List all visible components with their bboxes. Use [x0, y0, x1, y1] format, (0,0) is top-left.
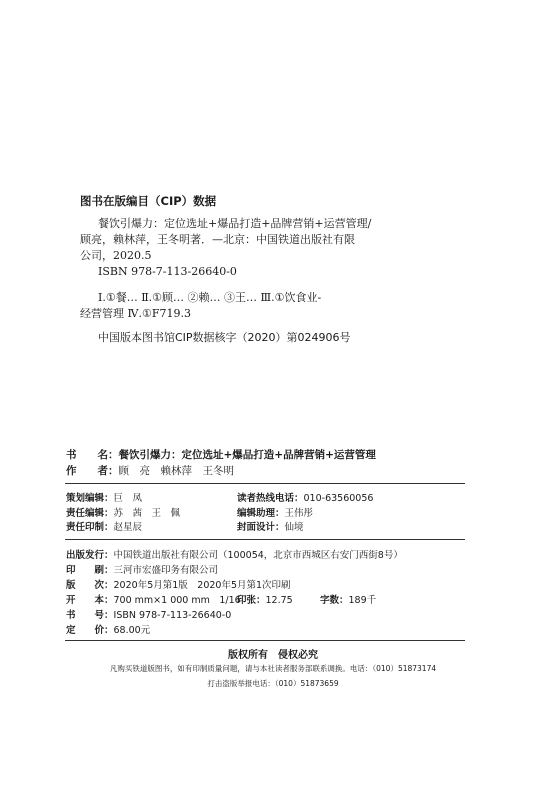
- printing-supervisor-value: 赵星辰: [113, 522, 143, 533]
- printer-row: [66, 562, 218, 576]
- editor-assistant-label: 编辑助理：: [237, 508, 285, 519]
- hotline-value: 010-63560056: [303, 493, 374, 504]
- book-title-label: 书 名：: [66, 449, 119, 461]
- hotline-row: [237, 490, 373, 504]
- sheets-label: 印张：: [237, 595, 266, 606]
- cip-record-number: 中国版本图书馆CIP数据核字（2020）第024906号: [98, 331, 351, 344]
- edition-label: 版 次：: [66, 580, 114, 591]
- printing-supervisor-row: [66, 519, 142, 533]
- author-value: 顾 亮 赖林萍 王冬明: [118, 465, 234, 477]
- rights-reserved: 版权所有 侵权必究: [228, 650, 318, 661]
- hotline-label: 读者热线电话：: [237, 493, 304, 504]
- author-label: 作 者：: [66, 465, 119, 477]
- responsible-editor-row: [66, 505, 180, 519]
- responsible-editor-value: 苏 茜 王 佩: [113, 508, 181, 519]
- editor-assistant-value: 王伟彤: [284, 508, 314, 519]
- quality-notice: 凡购买铁道版图书，如有印制质量问题，请与本社读者服务部联系调换。电话：（010）51873174: [109, 664, 437, 673]
- book-title-row: [66, 447, 376, 462]
- printing-supervisor-label: 责任印制：: [66, 522, 114, 533]
- isbn-label: 书 号：: [66, 610, 114, 621]
- publisher-value: 中国铁道出版社有限公司（100054，北京市西城区右安门西街8号）: [113, 550, 403, 561]
- word-count-label: 字数：: [320, 595, 349, 606]
- anti-piracy-hotline: 打击盗版举报电话：（010）51873659: [207, 679, 339, 688]
- cover-design-label: 封面设计：: [237, 522, 285, 533]
- price-label: 定 价：: [66, 625, 114, 636]
- cip-title: 图书在版编目（CIP）数据: [80, 194, 217, 208]
- divider-1: [65, 483, 465, 484]
- cip-line-3: 公司，2020.5: [80, 249, 152, 262]
- cover-design-value: 仙境: [284, 522, 304, 533]
- planning-editor-value: 巨 凤: [113, 493, 143, 504]
- planning-editor-label: 策划编辑：: [66, 493, 114, 504]
- price-row: [66, 622, 150, 636]
- editor-assistant-row: [237, 505, 313, 519]
- sheets-value: 12.75: [265, 595, 293, 606]
- divider-2: [65, 539, 465, 540]
- sheets-row: [237, 592, 293, 606]
- format-label: 开 本：: [66, 595, 114, 606]
- cip-isbn: ISBN 978-7-113-26640-0: [98, 265, 237, 278]
- publisher-row: [66, 547, 403, 561]
- planning-editor-row: [66, 490, 142, 504]
- publisher-label: 出版发行：: [66, 550, 114, 561]
- word-count-row: [320, 592, 376, 606]
- isbn-value: ISBN 978-7-113-26640-0: [113, 610, 232, 621]
- printer-value: 三河市宏盛印务有限公司: [113, 565, 219, 576]
- divider-3: [65, 640, 465, 641]
- price-value: 68.00元: [113, 625, 151, 636]
- isbn-row: [66, 607, 231, 621]
- responsible-editor-label: 责任编辑：: [66, 508, 114, 519]
- book-title-value: 餐饮引爆力：定位选址+爆品打造+品牌营销+运营管理: [118, 449, 376, 461]
- format-row: [66, 592, 241, 606]
- cip-line-2: 顾亮，赖林萍，王冬明著．—北京：中国铁道出版社有限: [80, 233, 355, 246]
- edition-row: [66, 577, 291, 591]
- cip-line-1: 餐饮引爆力：定位选址+爆品打造+品牌营销+运营管理/: [98, 217, 372, 230]
- edition-value: 2020年5月第1版 2020年5月第1次印刷: [113, 580, 291, 591]
- cover-design-row: [237, 519, 304, 533]
- cip-classification-1: Ⅰ.①餐… Ⅱ.①顾… ②赖… ③王… Ⅲ.①饮食业-: [98, 291, 322, 304]
- cip-classification-2: 经营管理 Ⅳ.①F719.3: [80, 307, 191, 320]
- format-value: 700 mm×1 000 mm 1/16: [113, 595, 241, 606]
- author-row: [66, 463, 234, 478]
- printer-label: 印 刷：: [66, 565, 114, 576]
- word-count-value: 189千: [348, 595, 377, 606]
